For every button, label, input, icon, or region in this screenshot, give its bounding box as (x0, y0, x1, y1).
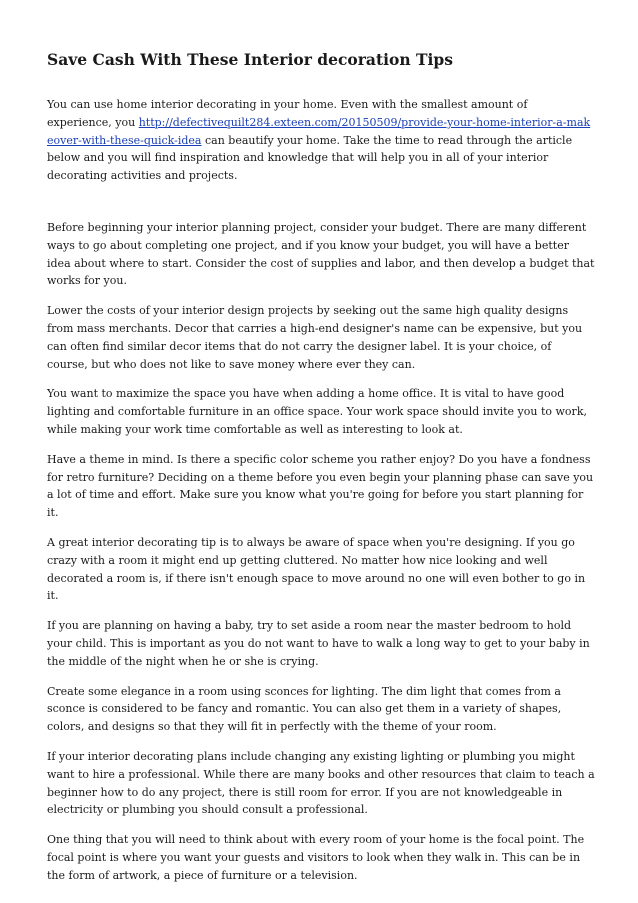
article-body (47, 96, 595, 896)
paragraph: One thing that you will need to think about with every room of your home is the focal point. The focal point is where you want your guests and visitors to look when they walk in. This can be in the form of artwork, a piece of furniture or a television. (47, 833, 585, 882)
paragraph: Before beginning your interior planning project, consider your budget. There are many different ways to go about completing one project, and if you know your budget, you will have a better idea about where to start. Consider the cost of supplies and labor, and then develop a budget that works for you. (47, 220, 595, 288)
article-link[interactable]: http://defectivequilt284.exteen.com/20150509/provide-your-home-interior-a-makeover-with-these-quick-idea (47, 115, 591, 147)
paragraph: If you are planning on having a baby, try to set aside a room near the master bedroom to hold your child. This is important as you do not want to have to walk a long way to get to your baby in the middle of the night when he or she is crying. (47, 619, 590, 668)
paragraph: If your interior decorating plans include changing any existing lighting or plumbing you might want to hire a professional. While there are many books and other resources that claim to teach a beginner how to do any project, there is still room for error. If you are not knowledgeable in electricity or plumbing you should consult a professional. (47, 749, 595, 817)
intro-text-after: can beautify your home. Take the time to read through the article below and you will find inspiration and knowledge that will help you in all of your interior decorating activities and projects. (47, 133, 573, 183)
intro-text-before: You can use home interior decorating in your home. Even with the smallest amount of experience, you (47, 98, 528, 129)
paragraph: Have a theme in mind. Is there a specific color scheme you rather enjoy? Do you have a fondness for retro furniture? Deciding on a theme before you even begin your planning phase can save you a lot of time and effort. Make sure you know what you're going for before you start planning for it. (47, 452, 594, 520)
paragraph: You want to maximize the space you have when adding a home office. It is vital to have good lighting and comfortable furniture in an office space. Your work space should invite you to work, while making your work time comfortable as well as interesting to look at. (47, 387, 587, 436)
paragraph: Lower the costs of your interior design projects by seeking out the same high quality designs from mass merchants. Decor that carries a high-end designer's name can be expensive, but you can often find similar decor items that do not carry the designer label. It is your choice, of course, but who does not like to save money where ever they can. (47, 304, 583, 371)
paragraph: Create some elegance in a room using sconces for lighting. The dim light that comes from a sconce is considered to be fancy and romantic. You can also get them in a variety of shapes, colors, and designs so that they will fit in perfectly with the theme of your room. (47, 684, 562, 734)
page-title: Save Cash With These Interior decoration Tips (47, 50, 453, 69)
intro-paragraph (47, 96, 595, 185)
paragraph: A great interior decorating tip is to always be aware of space when you're designing. If you go crazy with a room it might end up getting cluttered. No matter how nice looking and well decorated a room is, if there isn't enough space to move around no one will even bother to go in it. (47, 535, 586, 603)
